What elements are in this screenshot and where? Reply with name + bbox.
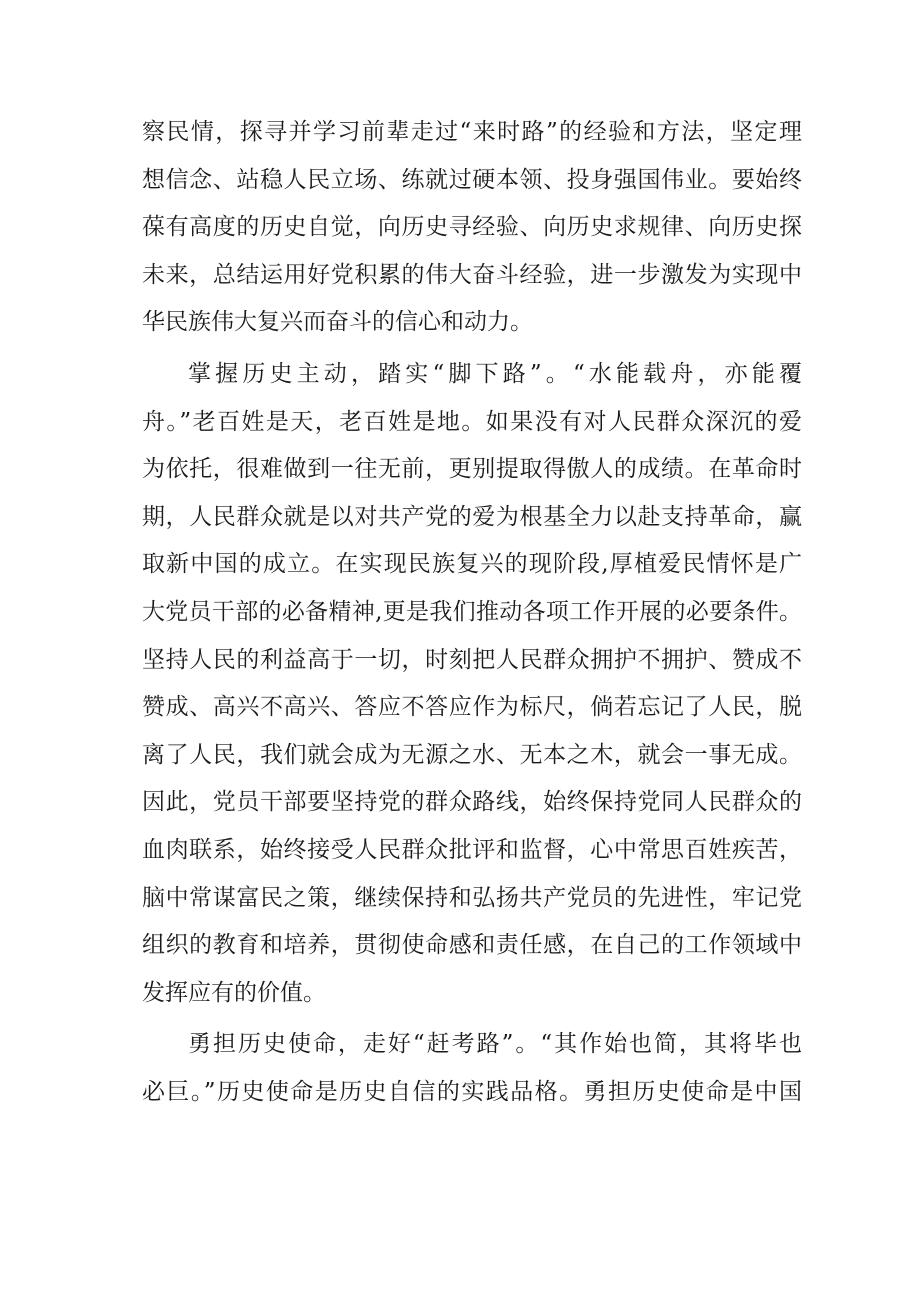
text-line: 华民族伟大复兴而奋斗的信心和动力。 bbox=[142, 309, 533, 336]
text-line: 取新中国的成立。在实现民族复兴的现阶段,厚植爱民情怀是广 bbox=[142, 551, 802, 578]
text-line: 赞成、高兴不高兴、答应不答应作为标尺，倘若忘记了人民，脱 bbox=[142, 694, 802, 721]
text-line: 必巨。”历史使命是历史自信的实践品格。勇担历史使命是中国 bbox=[142, 1078, 802, 1105]
text-line: 未来，总结运用好党积累的伟大奋斗经验，进一步激发为实现中 bbox=[142, 261, 802, 288]
text-line: 离了人民，我们就会成为无源之水、无本之木，就会一事无成。 bbox=[142, 741, 802, 768]
text-line: 勇担历史使命，走好“赶考路”。“其作始也简，其将毕也 bbox=[188, 1031, 802, 1058]
paragraph bbox=[142, 351, 802, 1017]
text-line: 组织的教育和培养，贯彻使命感和责任感，在自己的工作领域中 bbox=[142, 932, 802, 959]
text-line: 掌握历史主动，踏实“脚下路”。“水能载舟，亦能覆 bbox=[188, 360, 802, 387]
text-line: 坚持人民的利益高于一切，时刻把人民群众拥护不拥护、赞成不 bbox=[142, 646, 802, 673]
text-line: 血肉联系，始终接受人民群众批评和监督，心中常思百姓疾苦， bbox=[142, 836, 802, 863]
paragraph bbox=[142, 109, 802, 347]
paragraph bbox=[142, 1021, 802, 1116]
text-line: 舟。”老百姓是天，老百姓是地。如果没有对人民群众深沉的爱 bbox=[142, 408, 802, 435]
text-line: 想信念、站稳人民立场、练就过硬本领、投身强国伟业。要始终 bbox=[142, 166, 802, 193]
text-line: 为依托，很难做到一往无前，更别提取得傲人的成绩。在革命时 bbox=[142, 456, 802, 483]
text-line: 发挥应有的价值。 bbox=[142, 979, 326, 1006]
text-line: 察民情，探寻并学习前辈走过“来时路”的经验和方法，坚定理 bbox=[142, 119, 802, 145]
text-line: 脑中常谋富民之策，继续保持和弘扬共产党员的先进性，牢记党 bbox=[142, 884, 802, 911]
text-line: 期，人民群众就是以对共产党的爱为根基全力以赴支持革命，赢 bbox=[142, 503, 802, 530]
text-line: 因此，党员干部要坚持党的群众路线，始终保持党同人民群众的 bbox=[142, 789, 802, 816]
text-line: 大党员干部的必备精神,更是我们推动各项工作开展的必要条件。 bbox=[142, 598, 802, 625]
text-line: 葆有高度的历史自觉，向历史寻经验、向历史求规律、向历史探 bbox=[142, 214, 802, 241]
document-body bbox=[142, 109, 802, 1116]
